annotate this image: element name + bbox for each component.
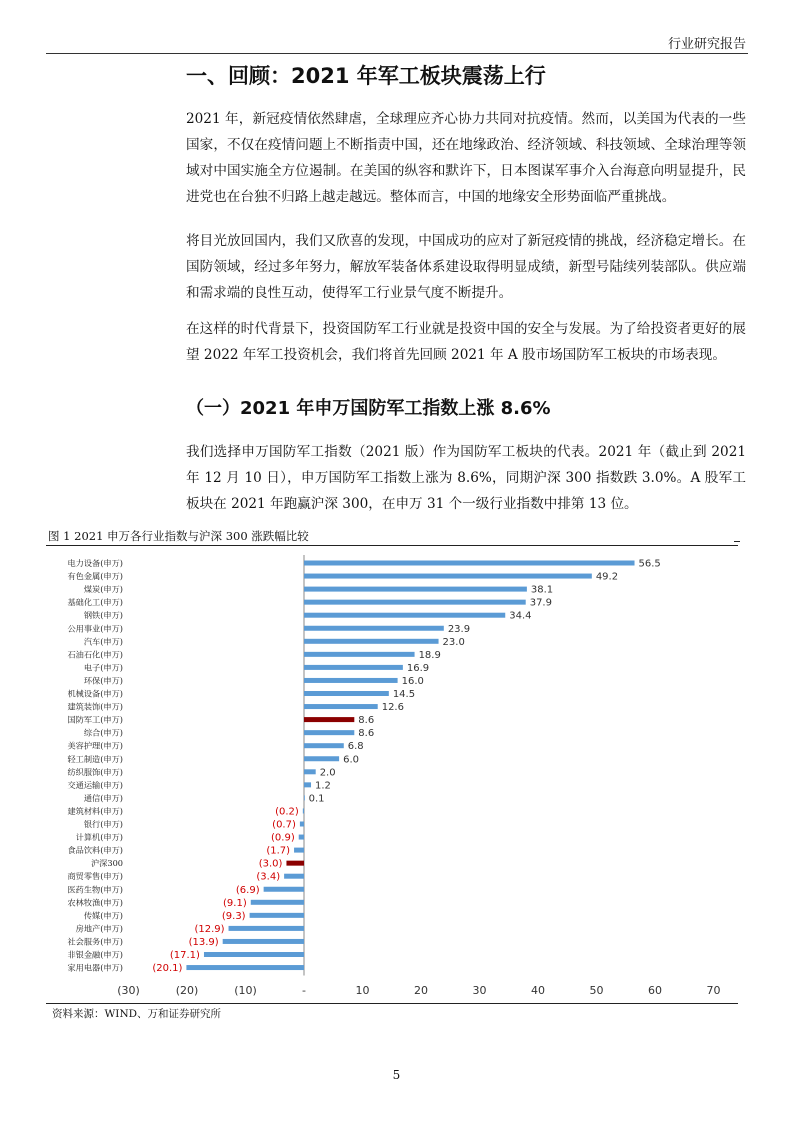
x-tick-label: 10: [355, 984, 370, 997]
category-label: 非银金融(申万): [67, 949, 123, 960]
bar-电子(申万): [304, 665, 403, 670]
x-tick-label: 20: [414, 984, 428, 997]
value-label: (17.1): [169, 950, 200, 961]
x-tick-label: 60: [648, 984, 662, 997]
category-label: 家用电器(申万): [67, 962, 123, 973]
bar-综合(申万): [304, 730, 354, 735]
bar-农林牧渔(申万): [251, 900, 304, 905]
bar-有色金属(申万): [304, 574, 592, 579]
bar-传媒(申万): [250, 913, 304, 918]
value-label: 8.6: [358, 715, 375, 727]
category-label: 传媒(申万): [83, 910, 123, 921]
paragraph-3: 在这样的时代背景下，投资国防军工行业就是投资中国的安全与发展。为了给投资者更好的展望 2022 年军工投资机会，我们将首先回顾 2021 年 A 股市场国防军工板块的市场表现。: [186, 321, 746, 363]
x-tick-label: (20): [175, 984, 199, 997]
bar-非银金融(申万): [204, 952, 304, 957]
value-label: (6.9): [235, 884, 260, 896]
value-label: 6.0: [343, 754, 360, 766]
bar-银行(申万): [300, 822, 304, 827]
value-label: 0.1: [308, 793, 325, 805]
bar-石油石化(申万): [304, 652, 415, 657]
value-label: 49.2: [595, 571, 619, 583]
bar-环保(申万): [304, 678, 398, 683]
category-label: 美容护理(申万): [67, 740, 123, 751]
bar-沪深300: [286, 861, 304, 866]
value-label: (0.9): [271, 832, 295, 844]
value-label: 37.9: [529, 597, 552, 609]
bar-建筑材料(申万): [303, 808, 304, 813]
bar-通信(申万): [304, 795, 305, 800]
bar-建筑装饰(申万): [304, 704, 378, 709]
category-label: 计算机(申万): [75, 832, 123, 843]
bar-国防军工(申万): [304, 717, 354, 722]
bar-钢铁(申万): [304, 613, 505, 618]
category-label: 机械设备(申万): [67, 688, 123, 699]
value-label: 16.9: [406, 662, 430, 674]
x-tick-label: 70: [706, 984, 721, 997]
bar-社会服务(申万): [223, 939, 304, 944]
value-label: 1.2: [315, 780, 331, 792]
value-label: (1.7): [266, 845, 291, 857]
bar-轻工制造(申万): [304, 756, 339, 761]
value-label: 14.5: [392, 689, 416, 700]
value-label: (0.2): [275, 806, 299, 818]
category-label: 电子(申万): [83, 662, 123, 673]
value-label: 56.5: [638, 558, 661, 570]
bar-医药生物(申万): [264, 887, 304, 892]
bar-家用电器(申万): [186, 965, 304, 970]
value-label: 38.1: [530, 584, 554, 596]
bar-交通运输(申万): [304, 782, 311, 787]
bar-商贸零售(申万): [284, 874, 304, 879]
section-title: 一、回顾：2021 年军工板块震荡上行: [186, 64, 546, 88]
category-label: 银行(申万): [83, 819, 123, 829]
value-label: 8.6: [358, 728, 375, 740]
value-label: 12.6: [381, 702, 404, 714]
bar-机械设备(申万): [304, 691, 389, 696]
bar-计算机(申万): [299, 835, 304, 840]
figure-bottom-rule: [46, 1003, 738, 1004]
value-label: (9.3): [221, 910, 246, 922]
category-label: 石油石化(申万): [67, 649, 123, 660]
x-tick-label: 30: [472, 984, 487, 997]
category-label: 电力设备(申万): [67, 558, 123, 568]
category-label: 房地产(申万): [75, 923, 123, 934]
x-tick-label: -: [302, 984, 306, 997]
category-label: 煤炭(申万): [83, 584, 123, 595]
category-label: 综合(申万): [83, 727, 123, 738]
value-label: 16.0: [401, 675, 424, 687]
category-label: 轻工制造(申万): [67, 753, 123, 764]
category-label: 商贸零售(申万): [67, 871, 123, 882]
category-label: 建筑材料(申万): [67, 805, 123, 816]
x-tick-label: 50: [589, 984, 604, 997]
bar-汽车(申万): [304, 639, 439, 644]
value-label: (3.4): [256, 871, 281, 883]
value-label: 23.0: [442, 636, 465, 648]
x-tick-label: (30): [117, 984, 140, 997]
category-label: 基础化工(申万): [67, 597, 123, 608]
category-label: 有色金属(申万): [67, 571, 123, 582]
paragraph-2: 将目光放回国内，我们又欣喜的发现，中国成功的应对了新冠疫情的挑战，经济稳定增长。在国防领域，经过多年努力，解放军装备体系建设取得明显成绩，新型号陆续列装部队。供应端和需求端的良性互动，使得军工行业景气度不断提升。: [186, 233, 746, 301]
bar-房地产(申万): [229, 926, 304, 931]
x-tick-label: (10): [234, 984, 257, 997]
value-label: (13.9): [188, 936, 219, 948]
bar-纺织服饰(申万): [304, 769, 316, 774]
running-header: 行业研究报告: [667, 37, 746, 52]
x-tick-label: 40: [531, 984, 545, 997]
category-label: 沪深300: [90, 858, 123, 869]
bar-基础化工(申万): [304, 600, 526, 605]
value-label: (20.1): [152, 963, 183, 975]
bar-公用事业(申万): [304, 626, 444, 631]
category-label: 食品饮料(申万): [67, 845, 123, 856]
bar-食品饮料(申万): [294, 848, 304, 853]
category-label: 建筑装饰(申万): [67, 701, 123, 712]
paragraph-4: 我们选择申万国防军工指数（2021 版）作为国防军工板块的代表。2021 年（截止到 2021 年 12 月 10 日），申万国防军工指数上涨为 8.6%，同期沪深 300 指数跌 3.0%。A 股军工板块在 2021 年跑赢沪深 300，在申万 31 个一级行业指数中排第 13 位。: [186, 444, 746, 512]
page-number: 5: [392, 1068, 401, 1082]
category-label: 纺织服饰(申万): [67, 766, 123, 777]
value-label: 6.8: [347, 741, 364, 753]
category-label: 社会服务(申万): [67, 936, 123, 947]
paragraph-1: 2021 年，新冠疫情依然肆虐，全球理应齐心协力共同对抗疫情。然而，以美国为代表的一些国家，不仅在疫情问题上不断指责中国，还在地缘政治、经济领域、科技领域、全球治理等领域对中国实施全方位遏制。在美国的纵容和默许下，日本图谋军事介入台海意向明显提升，民进党也在台独不归路上越走越远。整体而言，中国的地缘安全形势面临严重挑战。: [186, 111, 746, 205]
category-label: 公用事业(申万): [67, 623, 123, 634]
bar-美容护理(申万): [304, 743, 344, 748]
category-label: 汽车(申万): [83, 636, 123, 647]
category-label: 交通运输(申万): [67, 779, 123, 790]
category-label: 农林牧渔(申万): [67, 897, 123, 908]
value-label: (3.0): [258, 858, 283, 870]
bar-电力设备(申万): [304, 561, 635, 566]
value-label: 2.0: [319, 767, 336, 779]
bar-煤炭(申万): [304, 587, 527, 592]
category-label: 环保(申万): [83, 675, 123, 686]
category-label: 国防军工(申万): [67, 714, 123, 725]
category-label: 通信(申万): [83, 792, 123, 803]
value-label: 34.4: [509, 610, 532, 622]
category-label: 钢铁(申万): [83, 610, 123, 621]
value-label: 23.9: [447, 623, 471, 635]
figure-caption: 图 1 2021 申万各行业指数与沪深 300 涨跌幅比较: [48, 529, 309, 543]
category-label: 医药生物(申万): [67, 884, 123, 895]
value-label: (9.1): [223, 897, 247, 909]
value-label: 18.9: [418, 649, 441, 661]
value-label: (0.7): [272, 819, 296, 831]
figure-source: 资料来源：WIND、万和证券研究所: [52, 1008, 222, 1020]
subsection-title: （一）2021 年申万国防军工指数上涨 8.6%: [186, 398, 551, 419]
value-label: (12.9): [194, 923, 225, 935]
